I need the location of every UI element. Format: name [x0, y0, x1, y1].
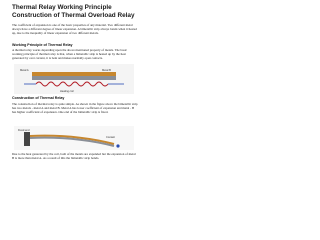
contact-point	[116, 144, 119, 147]
label-metal-b: Metal B	[102, 69, 111, 72]
label-contact: Contact	[106, 136, 115, 139]
fixed-support	[24, 132, 30, 146]
page-title: Thermal Relay Working Principle Construction of Thermal Overload Relay	[12, 4, 135, 19]
document-page	[0, 0, 149, 198]
label-metal-a: Metal A	[20, 69, 29, 72]
closing-paragraph: Due to the heat generated by the coil, both of the metals are expanded but the expansion of metal B is more than metal A. As a result of this the bimetallic strip bends.	[12, 152, 136, 161]
working-principle-paragraph: A thermal relay works depending upon the above mentioned property of metals. The basic working principle of thermal relay is that, when a bimetallic strip is heated up by the heat generated by over current, it is bent and makes normally open contacts.	[12, 48, 128, 61]
metal-a-strip	[32, 72, 116, 76]
bimetallic-strip-figure	[14, 64, 134, 94]
label-fixed-end: Fixed end	[18, 129, 30, 132]
title-block	[12, 4, 140, 19]
section-heading-working-principle: Working Principle of Thermal Relay	[12, 43, 73, 47]
intro-paragraph: The coefficient of expansion is one of the basic properties of any material. Two different metal always have a different degree of linear expansion. A bimetallic strip always bends when it heated up, due to the inequality of linear expansion of two different metals.	[12, 23, 137, 36]
metal-b-strip	[32, 76, 116, 80]
construction-paragraph: The construction of thermal relay is quite simple. As shown in the figure above the bimetallic strip has two metals - metal A and metal B. Metal A has lower coefficient of expansion and metal - B has higher coefficient of expansion. One end of the bimetallic strip is fixed.	[12, 102, 138, 115]
bent-strip-figure	[14, 126, 134, 150]
label-heating-coil: Heating coil	[60, 90, 74, 93]
section-heading-construction: Construction of Thermal Relay	[12, 96, 65, 100]
